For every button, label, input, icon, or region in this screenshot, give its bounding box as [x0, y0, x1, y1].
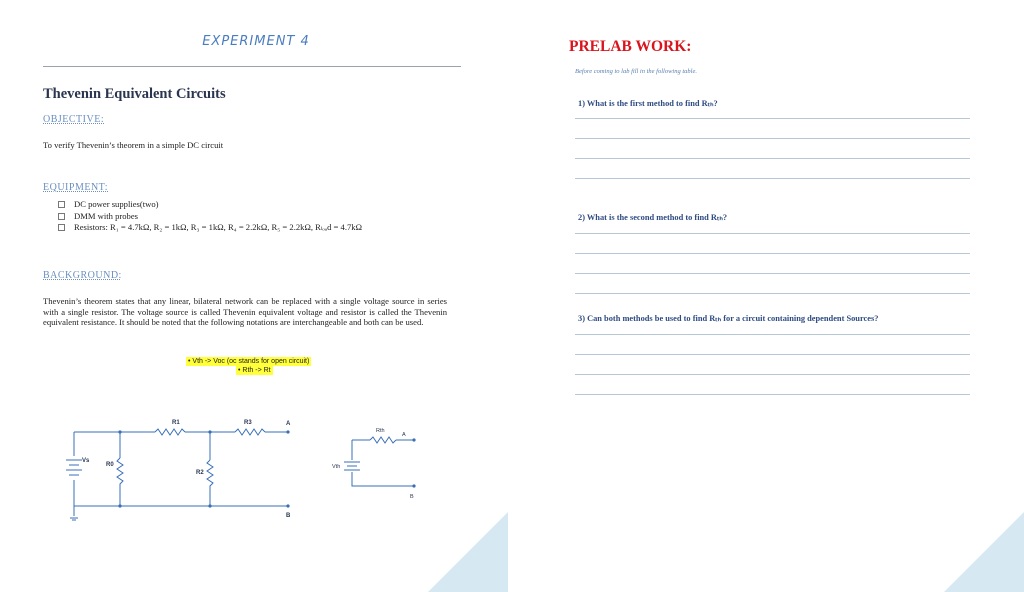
checkbox-bullet-icon	[58, 213, 65, 220]
node-dot	[118, 430, 121, 433]
experiment-title: EXPERIMENT 4	[202, 34, 310, 49]
title-divider	[43, 66, 461, 67]
label-vth: Vth	[332, 464, 341, 470]
ground-icon	[70, 518, 78, 520]
label-b: B	[410, 494, 414, 500]
equipment-list	[58, 199, 362, 234]
thevenin-equivalent-diagram	[330, 420, 440, 510]
answer-line[interactable]	[575, 334, 970, 335]
answer-line[interactable]	[575, 178, 970, 179]
background-heading: BACKGROUND:	[43, 270, 122, 281]
answer-line[interactable]	[575, 158, 970, 159]
question-3: 3) Can both methods be used to find Rₜₕ for a circuit containing dependent Sources?	[578, 314, 879, 323]
answer-line[interactable]	[575, 233, 970, 234]
terminal-a-dot	[412, 438, 415, 441]
equipment-item-text: DC power supplies(two)	[74, 199, 159, 209]
label-r1: R1	[172, 420, 180, 426]
objective-text: To verify Thevenin’s theorem in a simple DC circuit	[43, 140, 224, 150]
question-1: 1) What is the first method to find Rₜₕ?	[578, 99, 718, 108]
label-a: A	[402, 432, 406, 438]
node-dot	[118, 504, 121, 507]
equipment-heading: EQUIPMENT:	[43, 182, 109, 193]
prelab-title: PRELAB WORK:	[569, 38, 692, 55]
answer-line[interactable]	[575, 253, 970, 254]
label-r0: R0	[106, 462, 114, 468]
terminal-b-dot	[412, 484, 415, 487]
answer-line[interactable]	[575, 273, 970, 274]
answer-line[interactable]	[575, 138, 970, 139]
corner-decoration	[944, 512, 1024, 592]
notation-rth: • Rth -> Rt	[238, 367, 271, 374]
label-rth: Rth	[376, 428, 385, 434]
right-page	[512, 0, 1024, 592]
label-r2: R2	[196, 470, 204, 476]
equipment-item-text: DMM with probes	[74, 210, 138, 221]
answer-line[interactable]	[575, 374, 970, 375]
label-r3: R3	[244, 420, 252, 426]
node-dot	[208, 504, 211, 507]
list-item	[58, 211, 362, 223]
question-2: 2) What is the second method to find Rₜₕ?	[578, 213, 728, 222]
terminal-a-dot	[286, 430, 289, 433]
notation-vth: • Vth -> Voc (oc stands for open circuit)	[188, 358, 310, 365]
node-dot	[208, 430, 211, 433]
equipment-item-text: Resistors: R₁ = 4.7kΩ, R₂ = 1kΩ, R₃ = 1kΩ, R₄ = 2.2kΩ, R₅ = 2.2kΩ, Rₗₒₐd = 4.7kΩ	[74, 222, 362, 232]
answer-line[interactable]	[575, 118, 970, 119]
checkbox-bullet-icon	[58, 201, 65, 208]
label-b: B	[286, 513, 291, 519]
prelab-subtitle: Before coming to lab fill in the following table.	[575, 68, 697, 75]
answer-line[interactable]	[575, 354, 970, 355]
answer-line[interactable]	[575, 394, 970, 395]
background-paragraph: Thevenin’s theorem states that any linear, bilateral network can be replaced with a single voltage source in series with a single resistor. The voltage source is called Thevenin equivalent voltage and resistor is called the Thevenin equivalent resistance. It should be noted that the following notations are interchangeable and both can be used.	[43, 296, 447, 327]
corner-decoration	[428, 512, 508, 592]
label-a: A	[286, 421, 291, 427]
document-title: Thevenin Equivalent Circuits	[43, 86, 226, 102]
list-item	[58, 199, 362, 211]
checkbox-bullet-icon	[58, 224, 65, 231]
list-item	[58, 222, 362, 234]
answer-line[interactable]	[575, 293, 970, 294]
terminal-b-dot	[286, 504, 289, 507]
label-vs: Vs	[82, 458, 90, 464]
objective-heading: OBJECTIVE:	[43, 114, 105, 125]
thevenin-circuit-diagram	[60, 410, 360, 530]
